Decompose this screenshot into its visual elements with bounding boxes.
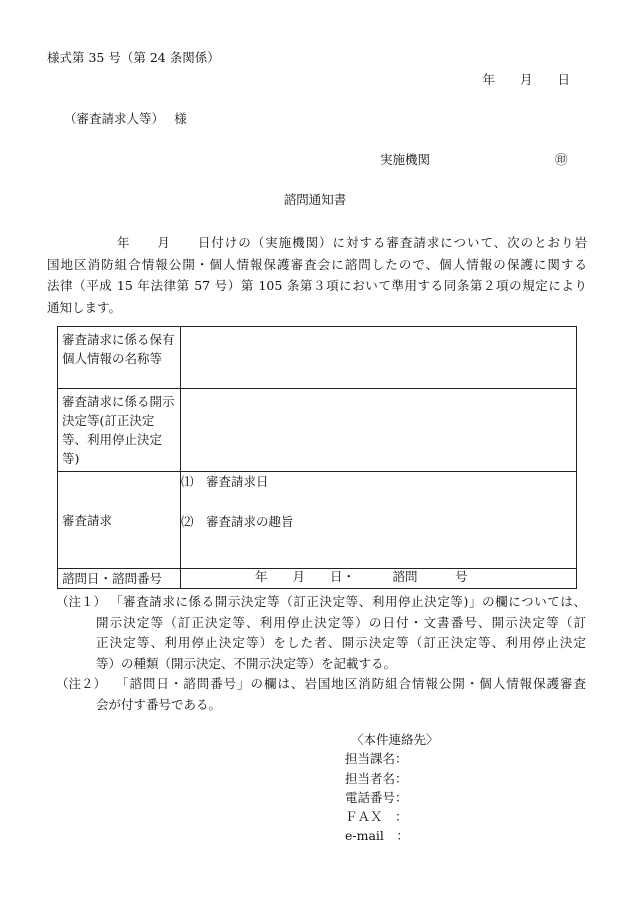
table-row bbox=[58, 569, 577, 589]
table-row bbox=[58, 327, 577, 389]
request-purpose-item: ⑵ 審査請求の趣旨 bbox=[181, 514, 294, 529]
body-line-4: 通知します。 bbox=[47, 299, 122, 315]
inquiry-table bbox=[57, 326, 577, 589]
implementing-agency: 実施機関 bbox=[380, 152, 431, 167]
contact-fax-label: ＦＡＸ ： bbox=[345, 809, 408, 825]
contact-phone-label: 電話番号： bbox=[345, 789, 408, 805]
document-title: 諮問通知書 bbox=[283, 192, 347, 207]
request-date-item: ⑴ 審査請求日 bbox=[181, 474, 269, 489]
row-value-disclosure-decision bbox=[181, 389, 577, 472]
seal-mark: ㊞ bbox=[555, 152, 568, 167]
table-row bbox=[58, 472, 577, 569]
row-label-request: 審査請求 bbox=[58, 472, 181, 569]
contact-heading: 〈本件連絡先〉 bbox=[351, 732, 439, 747]
note-1-line-3: 正決定等、利用停止決定等）をした者、開示決定等（訂正決定等、利用停止決定 bbox=[96, 635, 586, 650]
body-paragraph bbox=[47, 232, 587, 318]
document-date: 年 月 日 bbox=[482, 72, 570, 87]
addressee: （審査請求人等） 様 bbox=[64, 111, 187, 126]
notes-section bbox=[56, 592, 586, 715]
contact-person-label: 担当者名： bbox=[345, 770, 408, 786]
inquiry-date-number: 年 月 日・ 諮問 号 bbox=[255, 569, 468, 584]
note-2 bbox=[56, 674, 586, 715]
row-label-disclosure-decision: 審査請求に係る開示決定等(訂正決定等、利用停止決定等) bbox=[58, 389, 181, 472]
contact-section-label: 担当課名： bbox=[345, 751, 408, 767]
table-row bbox=[58, 389, 577, 472]
row-value-inquiry-date bbox=[181, 569, 577, 589]
note-1 bbox=[56, 592, 586, 674]
note-2-label: （注２） bbox=[56, 676, 107, 691]
note-1-line-4: 等）の種類（開示決定、不開示決定等）を記載する。 bbox=[96, 655, 397, 671]
note-2-line-1: 「諮問日・諮問番号」の欄は、岩国地区消防組合情報公開・個人情報保護審査 bbox=[116, 676, 586, 691]
body-line-2: 国地区消防組合情報公開・個人情報保護審査会に諮問したので、個人情報の保護に関する bbox=[47, 256, 587, 272]
note-1-line-2: 開示決定等（訂正決定等、利用停止決定等）の日付・文書番号、開示決定等（訂 bbox=[96, 614, 586, 630]
row-label-info-name: 審査請求に係る保有個人情報の名称等 bbox=[58, 327, 181, 389]
row-value-request bbox=[181, 472, 577, 569]
row-value-info-name bbox=[181, 327, 577, 389]
note-2-line-2: 会が付す番号である。 bbox=[96, 696, 222, 712]
contact-email-label: e-mail ： bbox=[345, 828, 409, 844]
row-label-inquiry-date: 諮問日・諮問番号 bbox=[58, 569, 181, 589]
contact-block bbox=[345, 730, 439, 846]
body-line-1: 年 月 日付けの（実施機関）に対する審査請求について、次のとおり岩 bbox=[117, 235, 587, 250]
note-1-line-1: 「審査請求に係る開示決定等（訂正決定等、利用停止決定等)」の欄については、 bbox=[110, 594, 586, 609]
note-1-label: （注１） bbox=[56, 594, 107, 609]
body-line-3: 法律（平成 15 年法律第 57 号）第 105 条第３項において準用する同条第２項の規定により bbox=[47, 278, 587, 293]
form-number: 様式第 35 号（第 24 条関係） bbox=[47, 50, 220, 65]
